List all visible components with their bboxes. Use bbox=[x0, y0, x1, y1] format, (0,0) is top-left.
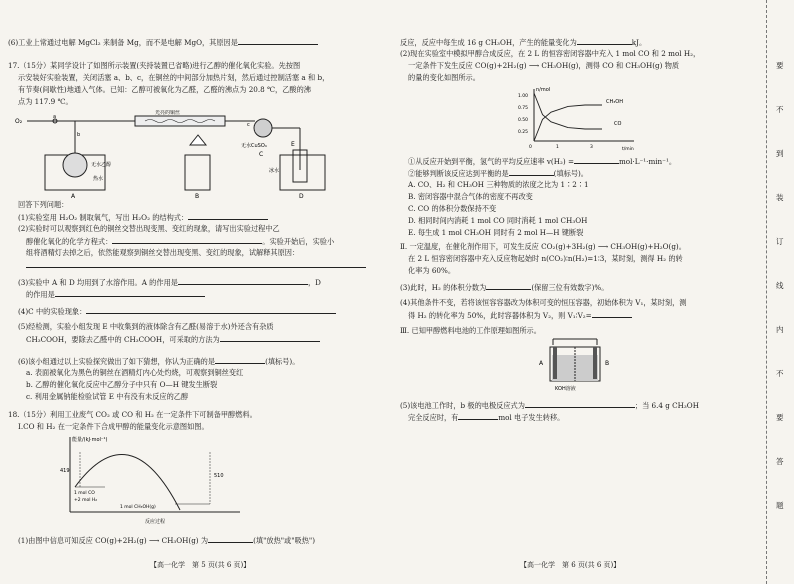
q18-head: 18.（15分）利用工业废气 CO₂ 或 CO 和 H₂ 在一定条件下可制备甲醇燃料。 bbox=[8, 410, 257, 419]
hotwater-label: 热水 bbox=[93, 176, 104, 182]
option-b: b. 乙醇的催化氧化反应中乙醇分子中只有 O—H 键发生断裂 bbox=[26, 380, 218, 389]
r-part-III: Ⅲ. 已知甲醇燃料电池的工作原理如图所示。 bbox=[400, 326, 541, 335]
energy-xlabel: 反应过程 bbox=[145, 519, 166, 525]
tick-025: 0.25 bbox=[518, 130, 529, 135]
q18-part-I: Ⅰ.CO 和 H₂ 在一定条件下合成甲醇的能量变化示意图如图。 bbox=[18, 422, 209, 431]
o2-label: O₂ bbox=[15, 118, 23, 125]
icewater-label: 冰水 bbox=[269, 168, 280, 174]
r-q-i: ①从反应开始到平衡，氢气的平均反应速率 v(H₂) = mol·L⁻¹·min⁻¹。 bbox=[408, 157, 677, 166]
q17-2d: 组将酒精灯去掉之后，依然能观察到铜丝交替出现变黑、变红的现象，试解释其原因： bbox=[26, 248, 300, 257]
ethanol-label: 无水乙醇 bbox=[91, 162, 112, 168]
electrode-a bbox=[553, 347, 557, 379]
concentration-chart bbox=[518, 83, 648, 153]
q17-head: 17.（15分）某同学设计了如图所示装置(夹持装置已省略)进行乙醇的催化氧化实验。先按图 bbox=[8, 61, 301, 70]
cuso4-bulb bbox=[254, 119, 272, 137]
conc-ylabel: n/mol bbox=[536, 87, 551, 93]
electrolyte-label: KOH溶液 bbox=[555, 386, 576, 392]
q17-3e: 的作用是 bbox=[26, 289, 205, 299]
label-ch3oh: CH₃OH bbox=[606, 99, 623, 105]
answer-question: 回答下列问题： bbox=[18, 200, 69, 209]
r-q4: (4)其他条件不变，若将该恒容容器改为体积可变的恒压容器，初始体积为 V₁，某时刻，测 bbox=[400, 298, 687, 307]
side-char: 答 bbox=[776, 457, 784, 466]
label-E: E bbox=[291, 141, 295, 148]
label-C: C bbox=[259, 151, 264, 158]
r-option-A: A. CO、H₂ 和 CH₃OH 三种物质的浓度之比为 1∶2∶1 bbox=[408, 180, 589, 189]
q17-5b: CH₃COOH，要除去乙醛中的 CH₃COOH，可采取的方法为 bbox=[26, 334, 320, 344]
r-line4: 的量的变化如图所示。 bbox=[408, 73, 480, 82]
q17-line3: 有节奏(间歇性)地通入气体。已知：乙醇可被氧化为乙醛，乙醛的沸点为 20.8 ℃，乙酸的沸 bbox=[18, 85, 311, 94]
q16-6: (6)工业上常通过电解 MgCl₂ 来制备 Mg，而不是电解 MgO，其原因是 bbox=[8, 37, 318, 47]
value-510: 510 bbox=[214, 473, 224, 479]
q17-1: (1)实验室用 H₂O₂ 制取氧气，写出 H₂O₂ 的结构式： bbox=[18, 212, 268, 222]
ch3oh-line bbox=[534, 105, 602, 141]
apparatus-diagram bbox=[15, 110, 345, 200]
energy-ylabel: 能量/(kJ·mol⁻¹) bbox=[72, 437, 108, 443]
right-page bbox=[400, 0, 762, 584]
r-q5b: 完全反应时，有 mol 电子发生转移。 bbox=[408, 413, 565, 422]
r-part-II-a: Ⅱ. 一定温度，在催化剂作用下，可发生反应 CO₂(g)+3H₂(g) ⟶ CH₃OH(g)+H₂O(g)。 bbox=[400, 242, 686, 251]
value-419: 419 bbox=[60, 468, 70, 474]
q17-2b: 醇催化氧化的化学方程式： 。实验开始后，实验小 bbox=[26, 237, 335, 246]
side-char: 订 bbox=[776, 237, 784, 246]
ice-bath-d bbox=[280, 155, 325, 190]
left-footer: 【高一化学 第 5 页(共 6 页)】 bbox=[150, 561, 251, 569]
r-part-II-c: 化率为 60%。 bbox=[408, 266, 456, 275]
tick-origin: 0 bbox=[529, 145, 532, 150]
valve-c-label: c bbox=[247, 122, 250, 128]
binding-strip bbox=[766, 0, 794, 584]
side-char: 要 bbox=[776, 61, 784, 70]
q17-3: (3)实验中 A 和 D 均用到了水溶作用。A 的作用是 ，D bbox=[18, 278, 321, 287]
label-co: CO bbox=[614, 121, 622, 127]
option-c: c. 利用金属钠能检验试管 E 中有没有未反应的乙醇 bbox=[26, 392, 189, 401]
tick-100: 1.00 bbox=[518, 94, 529, 99]
q17-5a: (5)经检测，实验小组发现 E 中收集到的液体除含有乙醛(易溶于水)外还含有杂质 bbox=[18, 322, 274, 331]
r-option-D: D. 相同时间内消耗 1 mol CO 同时消耗 1 mol CH₃OH bbox=[408, 216, 588, 225]
q17-line2: 示安装好实验装置，关闭活塞 a、b、c，在铜丝的中间部分加热片刻，然后通过控制活塞 a 和 b， bbox=[18, 73, 330, 82]
right-footer: 【高一化学 第 6 页(共 6 页)】 bbox=[520, 561, 621, 569]
r-option-E: E. 每生成 1 mol CH₃OH 同时有 2 mol H—H 键断裂 bbox=[408, 228, 584, 237]
co-line bbox=[534, 93, 602, 129]
reactant-h2: +2 mol H₂ bbox=[74, 498, 98, 503]
r-line3: 一定条件下发生反应 CO(g)+2H₂(g) ⟶ CH₃OH(g)，测得 CO 和 CH₃OH(g) 物质 bbox=[408, 61, 680, 70]
tick-050: 0.50 bbox=[518, 118, 529, 123]
q17-2a: (2)实验时可以观察到红色的铜丝交替出现变黑、变红的现象，请写出实验过程中乙 bbox=[18, 224, 280, 233]
r-option-C: C. CO 的体积分数保持不变 bbox=[408, 204, 497, 213]
side-char: 线 bbox=[776, 281, 784, 290]
option-a: a. 表面被氧化为黑色的铜丝在酒精灯内心处灼烧，可观察到铜丝变红 bbox=[26, 368, 244, 377]
side-char: 要 bbox=[776, 413, 784, 422]
side-char: 题 bbox=[776, 501, 784, 510]
energy-diagram bbox=[60, 432, 260, 530]
q18-1: (1)由图中信息可知反应 CO(g)+2H₂(g) ⟶ CH₃OH(g) 为 (填"放热"或"吸热") bbox=[18, 536, 316, 545]
r-q3: (3)此时，H₂ 的体积分数为 (保留三位有效数字)%。 bbox=[400, 283, 609, 292]
label-D: D bbox=[299, 193, 304, 200]
q17-2-blank bbox=[26, 260, 366, 270]
r-option-B: B. 密闭容器中混合气体的密度不再改变 bbox=[408, 192, 533, 201]
q17-line4: 点为 117.9 ℃。 bbox=[18, 97, 73, 106]
tick-x3: 3 bbox=[590, 145, 593, 150]
valve-a-label: a bbox=[53, 114, 57, 120]
q17-4: (4)C 中的实验现象： bbox=[18, 306, 336, 316]
cell-label-A: A bbox=[539, 360, 544, 367]
wire-label: 光亮的铜丝 bbox=[155, 110, 181, 116]
r-q-ii: ②能够判断该反应达到平衡的是 (填标号)。 bbox=[408, 169, 588, 178]
reactant-co: 1 mol CO bbox=[74, 491, 95, 496]
r-line1: 反应，反应中每生成 16 g CH₃OH，产生的能量变化为 kJ。 bbox=[400, 38, 647, 47]
side-char: 到 bbox=[776, 149, 784, 158]
side-char: 装 bbox=[776, 193, 784, 202]
side-char: 不 bbox=[776, 369, 784, 378]
cuso4-label: 无水CuSO₄ bbox=[241, 143, 267, 149]
valve-b-label: b bbox=[77, 132, 81, 138]
r-q4b: 得 H₂ 的转化率为 50%，此时容器体积为 V₂，则 V₁∶V₂= bbox=[408, 310, 632, 320]
side-char: 不 bbox=[776, 105, 784, 114]
product-ch3oh: 1 mol CH₃OH(g) bbox=[120, 505, 156, 510]
r-part-II-b: 在 2 L 恒容密闭容器中充入反应物起始时 n(CO₂)∶n(H₂)=1∶3，某时刻，测得 H₂ 的转 bbox=[408, 254, 683, 263]
copper-tube bbox=[135, 116, 225, 126]
r-q5a: (5)该电池工作时，b 极的电极反应式为 ；当 6.4 g CH₃OH bbox=[400, 401, 699, 410]
label-A: A bbox=[71, 193, 76, 200]
side-char: 内 bbox=[776, 325, 784, 334]
q17-6: (6)该小组通过以上实验探究做出了如下猜想，你认为正确的是 (填标号)。 bbox=[18, 357, 300, 366]
electrode-b bbox=[593, 347, 597, 379]
conc-xlabel: t/min bbox=[622, 147, 634, 152]
tick-x1: 1 bbox=[556, 145, 559, 150]
r-line2: (2)现在实验室中模拟甲醇合成反应，在 2 L 的恒容密闭容器中充入 1 mol CO 和 2 mol H₂， bbox=[400, 49, 701, 58]
tick-075: 0.75 bbox=[518, 106, 529, 111]
label-B: B bbox=[195, 193, 200, 200]
flask-a bbox=[63, 153, 87, 177]
burner-b bbox=[185, 155, 210, 190]
fuel-cell-diagram bbox=[535, 335, 615, 393]
cell-label-B: B bbox=[605, 360, 610, 367]
left-page bbox=[0, 0, 393, 584]
